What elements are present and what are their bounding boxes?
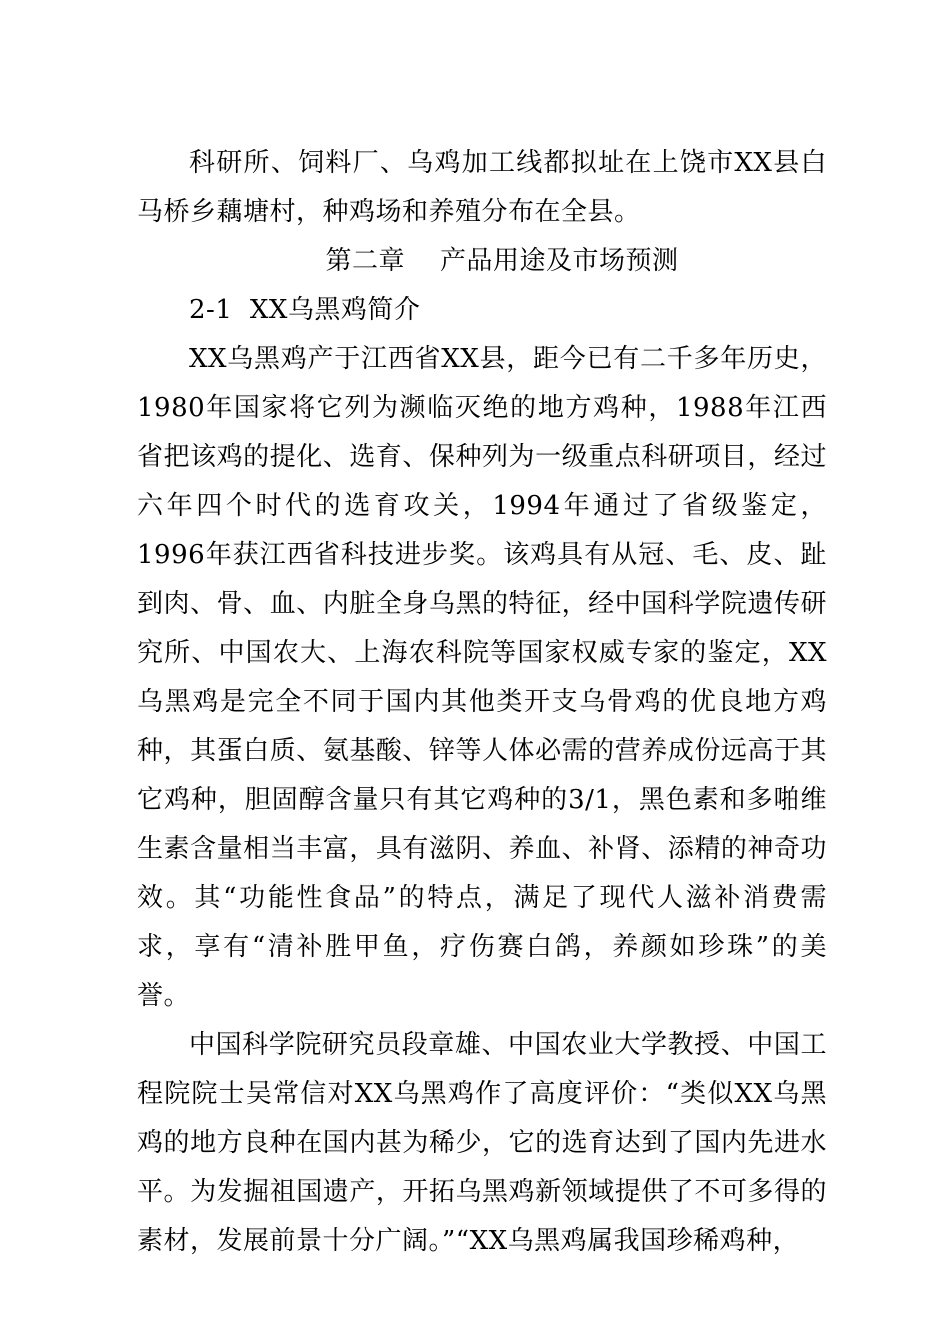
- document-page: [137, 139, 827, 1266]
- section-heading: 2-1 XX乌黑鸡简介: [189, 295, 421, 325]
- body-paragraph-1: XX乌黑鸡产于江西省XX县，距今已有二千多年历史，1980年国家将它列为濒临灭绝的地方鸡种，1988年江西省把该鸡的提化、选育、保种列为一级重点科研项目，经过六年四个时代的选育攻关，1994年通过了省级鉴定，1996年获江西省科技进步奖。该鸡具有从冠、毛、皮、趾到肉、骨、血、内脏全身乌黑的特征，经中国科学院遗传研究所、中国农大、上海农科院等国家权威专家的鉴定，XX乌黑鸡是完全不同于国内其他类开支乌骨鸡的优良地方鸡种，其蛋白质、氨基酸、锌等人体必需的营养成份远高于其它鸡种，胆固醇含量只有其它鸡种的3/1，黑色素和多啪维生素含量相当丰富，具有滋阴、养血、补肾、添精的神奇功效。其“功能性食品”的特点，满足了现代人滋补消费需求，享有“清补胜甲鱼，疗伤赛白鸽，养颜如珍珠”的美誉。: [137, 344, 827, 1011]
- body-paragraph-2: 中国科学院研究员段章雄、中国农业大学教授、中国工程院院士吴常信对XX乌黑鸡作了高度评价：“类似XX乌黑鸡的地方良种在国内甚为稀少，它的选育达到了国内先进水平。为发掘祖国遗产，开拓乌黑鸡新领域提供了不可多得的素材，发展前景十分广阔。”“XX乌黑鸡属我国珍稀鸡种，: [137, 1030, 827, 1256]
- chapter-heading: 第二章 产品用途及市场预测: [325, 246, 679, 276]
- intro-paragraph: 科研所、饲料厂、乌鸡加工线都拟址在上饶市XX县白马桥乡藕塘村，种鸡场和养殖分布在全县。: [137, 148, 827, 227]
